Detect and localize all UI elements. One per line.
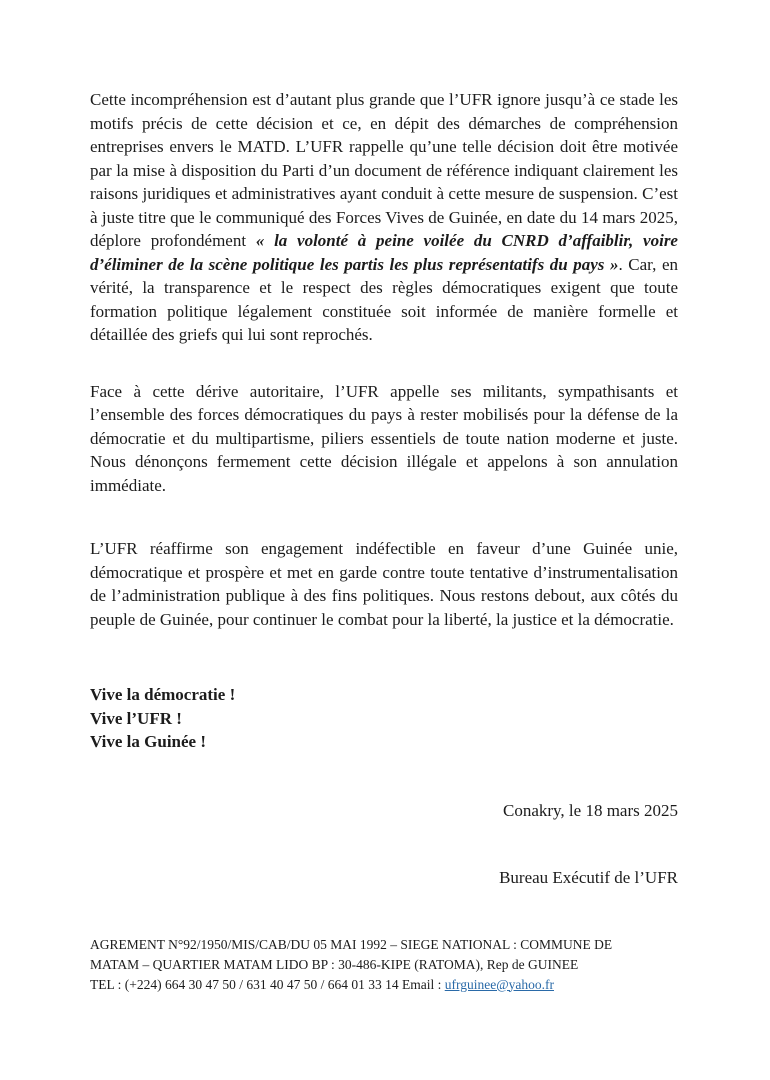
paragraph-1-closing-text: . Car, en vérité, la transparence et le respect des règles démocratiques exigent que toute formation politique légalement constituée soit informée de manière formelle et détaillée des griefs qui lui sont reprochés. xyxy=(90,254,678,344)
footer xyxy=(90,935,678,995)
paragraph-incomprehension xyxy=(90,88,678,347)
paragraph-engagement: L’UFR réaffirme son engagement indéfectible en faveur d’une Guinée unie, démocratique et prospère et met en garde contre toute tentative d’instrumentalisation de l’administration publique à des fins politiques. Nous restons debout, aux côtés du peuple de Guinée, pour continuer le combat pour la liberté, la justice et la démocratie. xyxy=(90,539,678,629)
footer-line-contact xyxy=(90,975,678,995)
email-link[interactable]: ufrguinee@yahoo.fr xyxy=(444,976,554,992)
footer-line-agrement: AGREMENT N°92/1950/MIS/CAB/DU 05 MAI 1992 – SIEGE NATIONAL : COMMUNE DE xyxy=(90,936,613,952)
letter-body xyxy=(90,88,678,995)
slogan-guinee: Vive la Guinée ! xyxy=(90,732,206,751)
footer-line-address: MATAM – QUARTIER MATAM LIDO BP : 30-486-KIPE (RATOMA), Rep de GUINEE xyxy=(90,956,579,972)
dateline: Conakry, le 18 mars 2025 xyxy=(502,800,678,820)
signature-block: Bureau Exécutif de l’UFR xyxy=(499,868,678,887)
paragraph-1-lead-text: Cette incompréhension est d’autant plus grande que l’UFR ignore jusqu’à ce stade les motifs précis de cette décision et ce, en dépit des démarches de compréhension entreprises envers le MATD. L’UFR rappelle qu’une telle décision doit être motivée par la mise à disposition du Parti d’un document de référence indiquant clairement les raisons juridiques et administratives ayant conduit à cette mesure de suspension. C’est à juste titre que le communiqué des Forces Vives de Guinée, en date du 14 mars 2025, déplore profondément xyxy=(90,90,678,250)
footer-telephone-text: TEL : (+224) 664 30 47 50 / 631 40 47 50 / 664 01 33 14 Email : xyxy=(90,976,445,992)
quoted-communique-statement: « la volonté à peine voilée du CNRD d’affaiblir, voire d’éliminer de la scène politique les partis les plus représentatifs du pays » xyxy=(90,231,678,274)
slogans-block xyxy=(90,683,678,754)
slogan-democratie: Vive la démocratie ! xyxy=(90,685,236,704)
paragraph-appel-mobilisation: Face à cette dérive autoritaire, l’UFR appelle ses militants, sympathisants et l’ensemble des forces démocratiques du pays à rester mobilisés pour la défense de la démocratie et du multipartisme, piliers essentiels de toute nation moderne et juste. Nous dénonçons fermement cette décision illégale et appelons à son annulation immédiate. xyxy=(90,381,678,495)
slogan-ufr: Vive l’UFR ! xyxy=(90,708,182,728)
